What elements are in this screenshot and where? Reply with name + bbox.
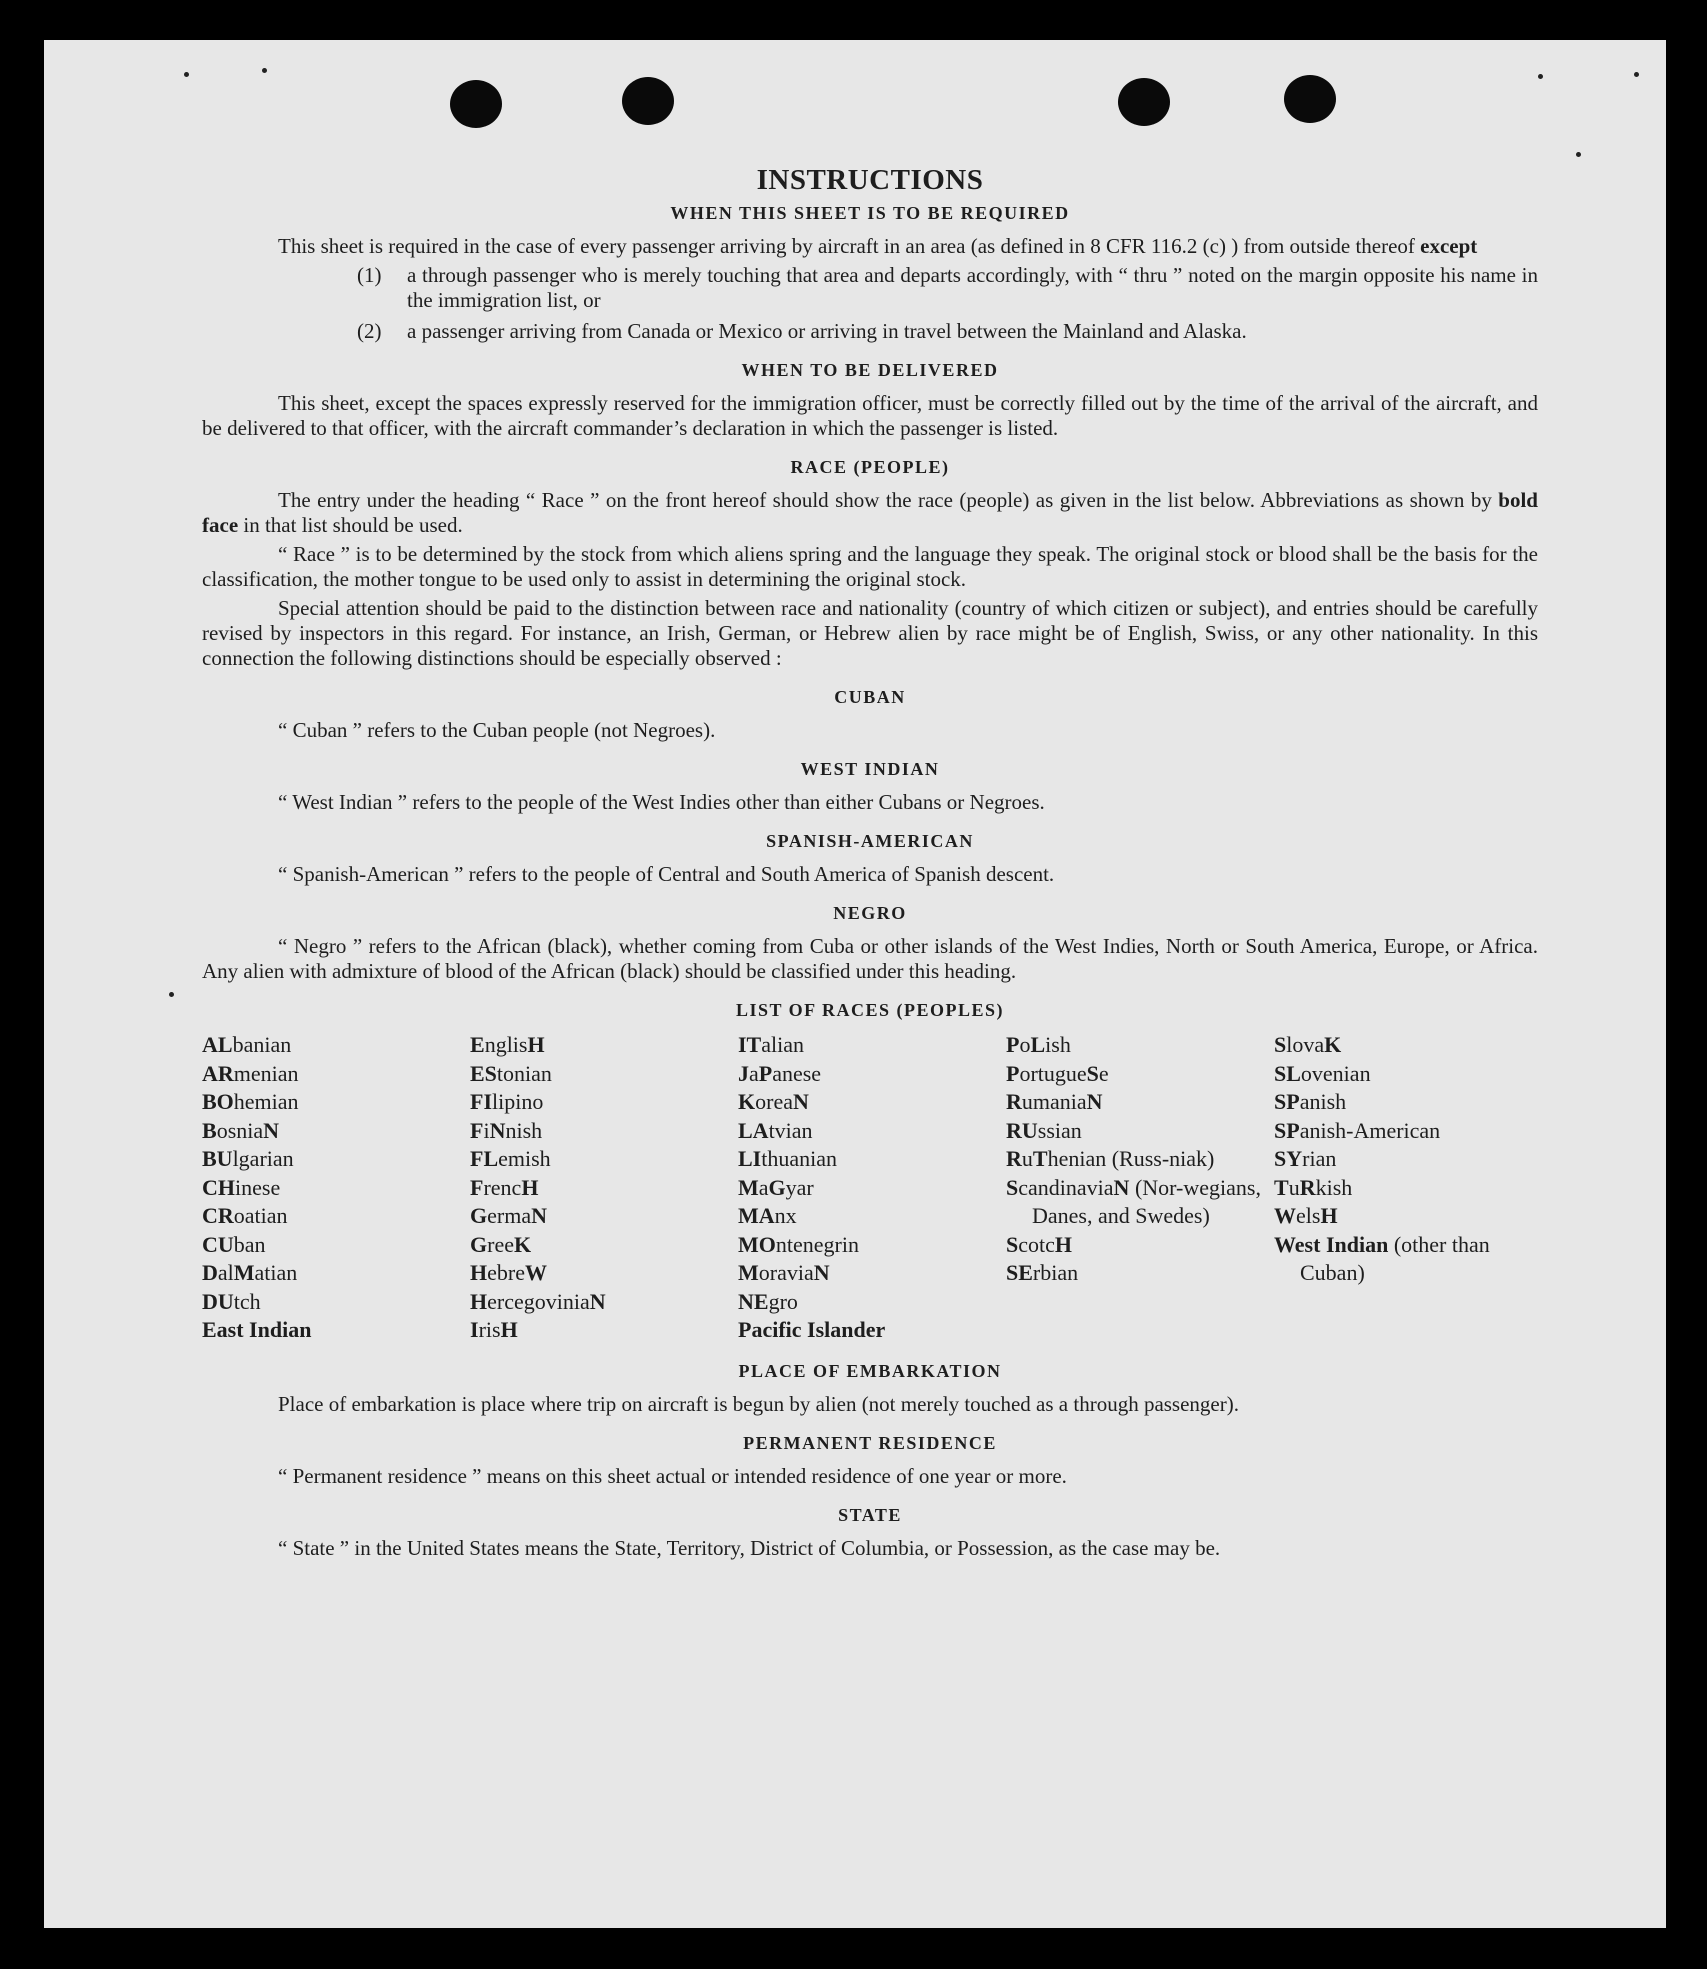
race-entry: HebreW xyxy=(470,1260,547,1285)
race-entry: MOntenegrin xyxy=(738,1231,859,1257)
speck xyxy=(184,72,189,77)
spanish-american-text: “ Spanish-American ” refers to the people of Central and South America of Spanish descent. xyxy=(278,862,1055,886)
punch-hole xyxy=(1118,78,1170,126)
race-entry: JaPanese xyxy=(738,1060,822,1086)
race-entry: CHinese xyxy=(202,1174,281,1200)
heading-embarkation: PLACE OF EMBARKATION xyxy=(738,1360,1002,1381)
race-entry: LIthuanian xyxy=(738,1146,838,1171)
race-entry: SPanish xyxy=(1274,1089,1347,1114)
speck xyxy=(262,68,267,73)
residence-text: “ Permanent residence ” means on this sheet actual or intended residence of one year or more. xyxy=(278,1463,1067,1488)
speck xyxy=(1538,74,1543,79)
heading-negro: NEGRO xyxy=(833,903,907,923)
race-entry: ALbanian xyxy=(202,1032,292,1057)
race-entry: GreeK xyxy=(470,1231,532,1257)
west-indian-text: “ West Indian ” refers to the people of the West Indies other than either Cubans or Negroes. xyxy=(278,790,1045,814)
race-entry: NEgro xyxy=(738,1288,798,1314)
race-entry: SlovaK xyxy=(1274,1032,1342,1057)
speck xyxy=(1634,72,1639,77)
race-para-2: “ Race ” is to be determined by the stock from which aliens spring and the language they speak. The original stock or blood shall be the basis for the classification, the mother tongue to be used only to assist in determining the original stock. xyxy=(202,542,1538,591)
race-entry: DUtch xyxy=(202,1288,261,1314)
race-entry: EStonian xyxy=(470,1060,552,1086)
required-intro: This sheet is required in the case of every passenger arriving by aircraft in an area (as defined in 8 CFR 116.2 (c) ) from outside thereof except xyxy=(278,234,1478,258)
race-entry: WelsH xyxy=(1274,1203,1338,1228)
race-entry: PoLish xyxy=(1006,1032,1071,1057)
race-entry: PortugueSe xyxy=(1006,1060,1109,1086)
race-entry: BOhemian xyxy=(202,1089,299,1114)
race-entry: MAnx xyxy=(738,1203,797,1228)
race-entry: HercegoviniaN xyxy=(470,1288,606,1314)
race-entry: SErbian xyxy=(1006,1260,1079,1285)
race-entry: ScandinaviaN (Nor-wegians, Danes, and Swedes) xyxy=(1006,1174,1261,1228)
punch-hole xyxy=(622,77,674,125)
race-entry: SPanish-American xyxy=(1274,1117,1441,1143)
negro-text: “ Negro ” refers to the African (black), whether coming from Cuba or other islands of the West Indies, North or South America, Europe, or Africa. Any alien with admixture of blood of the African (black) should be classified under this heading. xyxy=(202,934,1538,983)
exception-item-1: (1) a through passenger who is merely touching that area and departs accordingly, with “ thru ” noted on the margin opposite his name in the immigration list, or xyxy=(357,263,1538,312)
heading-delivered: WHEN TO BE DELIVERED xyxy=(741,360,999,380)
race-entry: Pacific Islander xyxy=(738,1317,886,1342)
race-entry: SYrian xyxy=(1274,1146,1337,1171)
race-entry: SLovenian xyxy=(1274,1060,1371,1086)
heading-west-indian: WEST INDIAN xyxy=(800,759,940,779)
race-entry: GermaN xyxy=(470,1203,547,1228)
exception-item-2: (2) a passenger arriving from Canada or Mexico or arriving in travel between the Mainland and Alaska. xyxy=(357,319,1247,343)
race-entry: FIlipino xyxy=(470,1089,544,1114)
speck xyxy=(1576,152,1581,157)
race-entry: ARmenian xyxy=(202,1060,299,1086)
speck xyxy=(169,992,174,997)
cuban-text: “ Cuban ” refers to the Cuban people (not Negroes). xyxy=(278,718,716,742)
heading-required: WHEN THIS SHEET IS TO BE REQUIRED xyxy=(670,203,1070,223)
race-entry: CUban xyxy=(202,1231,266,1257)
race-entry: RumaniaN xyxy=(1006,1089,1103,1114)
race-entry: DalMatian xyxy=(202,1260,298,1285)
race-entry: EnglisH xyxy=(470,1032,545,1057)
race-entry: BUlgarian xyxy=(202,1146,294,1171)
race-entry: FrencH xyxy=(470,1174,539,1200)
race-para-3: Special attention should be paid to the distinction between race and nationality (country of which citizen or subject), and entries should be carefully revised by inspectors in this regard. For instance, an Irish, German, or Hebrew alien by race might be of English, Swiss, or any other nationality. In this connection the following distinctions should be especially observed : xyxy=(202,596,1538,670)
heading-spanish-american: SPANISH-AMERICAN xyxy=(766,831,974,851)
delivered-text: This sheet, except the spaces expressly reserved for the immigration officer, must be correctly filled out by the time of the arrival of the aircraft, and be delivered to that officer, with the aircraft commander’s declaration in which the passenger is listed. xyxy=(202,391,1538,440)
race-entry: LAtvian xyxy=(738,1117,813,1143)
race-entry: FLemish xyxy=(470,1146,551,1171)
race-entry: KoreaN xyxy=(738,1089,809,1114)
race-para-1: The entry under the heading “ Race ” on the front hereof should show the race (people) as given in the list below. Abbreviations as shown by bold face in that list should be used. xyxy=(202,488,1538,537)
race-entry: ITalian xyxy=(738,1032,805,1057)
race-entry: RuThenian (Russ-niak) xyxy=(1006,1146,1215,1171)
race-entry: BosniaN xyxy=(202,1117,280,1143)
race-entry: TuRkish xyxy=(1274,1174,1353,1200)
heading-list-of-races: LIST OF RACES (PEOPLES) xyxy=(735,1000,1005,1020)
race-entry: MoraviaN xyxy=(738,1260,830,1285)
races-list xyxy=(202,1031,1538,1345)
race-entry: MaGyar xyxy=(738,1174,814,1200)
race-entry: West Indian (other than Cuban) xyxy=(1274,1231,1490,1285)
race-entry: FiNnish xyxy=(470,1117,543,1143)
state-text: “ State ” in the United States means the State, Territory, District of Columbia, or Possession, as the case may be. xyxy=(278,1535,1221,1560)
heading-cuban: CUBAN xyxy=(834,687,906,707)
embarkation-text: Place of embarkation is place where trip on aircraft is begun by alien (not merely touched as a through passenger). xyxy=(278,1391,1239,1416)
punch-hole xyxy=(1284,75,1336,123)
races-column xyxy=(1274,1031,1538,1345)
heading-race: RACE (PEOPLE) xyxy=(790,457,950,477)
race-entry: IrisH xyxy=(470,1317,518,1342)
page-title: INSTRUCTIONS xyxy=(756,164,984,196)
races-column xyxy=(738,1031,1006,1345)
races-column xyxy=(470,1031,738,1345)
document-page xyxy=(44,40,1666,1928)
instructions-body xyxy=(202,164,1538,1565)
race-entry: East Indian xyxy=(202,1317,312,1342)
heading-residence: PERMANENT RESIDENCE xyxy=(743,1432,997,1453)
race-entry: ScotcH xyxy=(1006,1231,1073,1257)
race-entry: CRoatian xyxy=(202,1203,288,1228)
races-column xyxy=(202,1031,470,1345)
races-column xyxy=(1006,1031,1274,1345)
heading-state: STATE xyxy=(838,1504,902,1525)
punch-hole xyxy=(450,80,502,128)
race-entry: RUssian xyxy=(1006,1117,1082,1143)
